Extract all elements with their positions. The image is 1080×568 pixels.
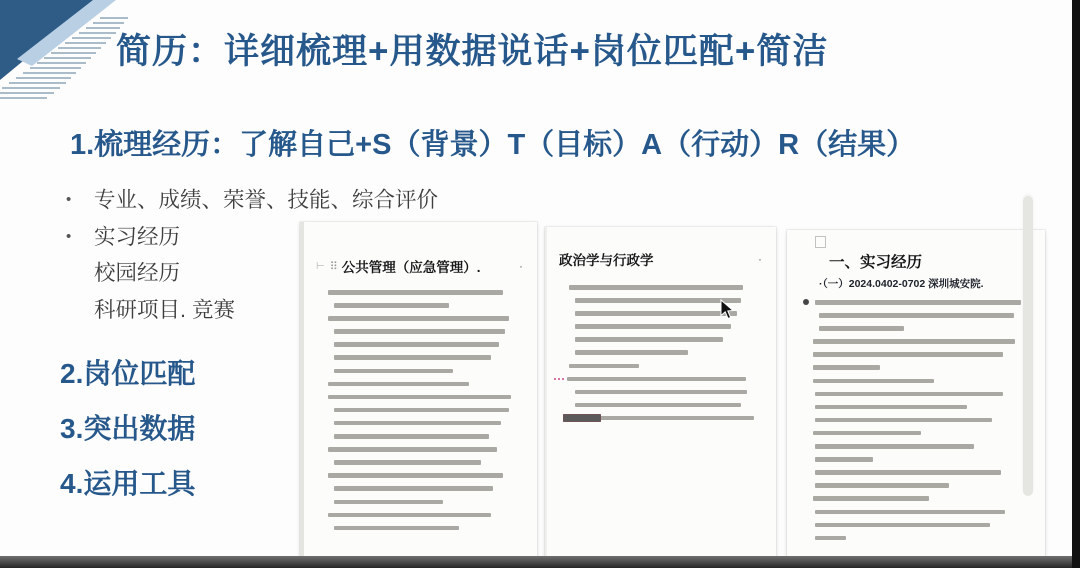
blurred-text-line	[815, 418, 992, 423]
bullet-icon: •	[66, 191, 72, 208]
blurred-text-line	[328, 513, 491, 518]
doc-body-blurred-text	[304, 276, 537, 530]
blurred-text-line	[575, 350, 688, 355]
blurred-text-line	[815, 510, 1005, 515]
blurred-text-line	[328, 382, 469, 387]
blurred-text-line	[328, 473, 503, 478]
document-thumbnail-internship-experience[interactable]	[787, 230, 1045, 568]
bullet-text: 科研项目. 竞赛	[94, 297, 235, 322]
doc-heading: 政治学与行政学	[559, 253, 654, 268]
blurred-text-line	[815, 300, 1021, 305]
scrollbar[interactable]	[1023, 196, 1033, 496]
blurred-text-line	[815, 470, 1001, 475]
right-edge-bar	[1072, 0, 1080, 568]
point-4: 4.运用工具	[60, 468, 196, 499]
blurred-text-line	[569, 364, 639, 369]
doc-body-blurred-text	[547, 269, 776, 420]
doc-heading: 一、实习经历	[829, 254, 923, 271]
blurred-text-line	[334, 500, 443, 505]
point-2: 2.岗位匹配	[60, 358, 196, 389]
blurred-text-line	[815, 444, 974, 449]
blurred-text-line	[819, 326, 904, 331]
blurred-text-line	[815, 405, 967, 410]
blurred-text-line	[334, 303, 449, 308]
mouse-cursor	[720, 299, 735, 320]
blurred-text-line	[334, 369, 453, 374]
blurred-text-line	[819, 313, 1014, 318]
bullet-text: 专业、成绩、荣誉、技能、综合评价	[94, 188, 439, 212]
paragraph-handle-icon: ⊢	[316, 260, 325, 272]
blurred-text-line	[334, 421, 501, 426]
blurred-text-line	[815, 523, 990, 528]
blurred-text-line	[815, 536, 846, 541]
doc-heading-row	[547, 249, 776, 269]
bullet-text: 实习经历	[94, 224, 181, 249]
blurred-text-line	[813, 365, 880, 370]
blurred-text-line	[328, 395, 511, 400]
blurred-text-line	[328, 290, 503, 295]
blurred-text-line	[815, 392, 1003, 397]
blurred-text-line	[815, 483, 949, 488]
doc-heading-row	[787, 250, 1045, 272]
blurred-text-line	[334, 408, 509, 413]
blurred-text-line	[328, 316, 509, 321]
point-3: 3.突出数据	[60, 413, 196, 444]
selection-box-icon	[815, 236, 826, 248]
doc-subheading: ·（一）2024.0402-0702 深圳城安院.	[819, 278, 984, 290]
bullet-spacer	[66, 255, 94, 292]
blurred-text-line	[813, 379, 934, 384]
blurred-text-line	[575, 311, 737, 316]
document-thumbnail-public-management[interactable]	[300, 222, 537, 568]
blurred-text-line	[575, 403, 741, 408]
blurred-text-line	[813, 431, 921, 436]
blurred-text-line	[334, 526, 459, 531]
doc-heading-row	[304, 256, 537, 276]
blurred-text-line	[815, 457, 873, 462]
blurred-text-line	[569, 285, 743, 290]
blurred-text-line	[334, 460, 481, 465]
margin-dot: ·	[519, 259, 523, 273]
blurred-text-line	[813, 496, 929, 501]
doc-heading: 公共管理（应急管理）.	[341, 260, 481, 275]
margin-dot: ·	[758, 252, 762, 266]
blurred-text-line	[565, 416, 754, 421]
blurred-text-line	[328, 447, 497, 452]
blurred-text-line	[575, 337, 723, 342]
doc-body-blurred-text	[787, 291, 1045, 540]
point-1: 1.梳理经历：了解自己+S（背景）T（目标）A（行动）R（结果）	[70, 129, 916, 161]
corner-decoration	[0, 0, 130, 110]
bullet-item	[66, 182, 438, 219]
blurred-text-line	[813, 352, 1003, 357]
blurred-text-line	[334, 434, 489, 439]
blurred-text-line	[575, 390, 747, 395]
blurred-text-line	[334, 355, 491, 360]
bottom-edge-bar	[0, 556, 1080, 568]
document-thumbnail-politics-administration[interactable]	[545, 227, 776, 568]
drag-handle-icon: ⠿	[329, 260, 337, 273]
bullet-spacer	[66, 292, 94, 329]
blurred-text-line	[567, 377, 746, 382]
blurred-text-line	[575, 324, 731, 329]
blurred-text-line	[334, 486, 493, 491]
bullet-text: 校园经历	[94, 261, 181, 285]
bullet-icon: •	[66, 227, 72, 245]
blurred-text-line	[813, 339, 1015, 344]
slide-title: 简历：详细梳理+用数据说话+岗位匹配+简洁	[116, 32, 829, 71]
blurred-text-line	[334, 329, 505, 334]
blurred-text-line	[575, 298, 741, 303]
blurred-text-line	[334, 342, 499, 347]
